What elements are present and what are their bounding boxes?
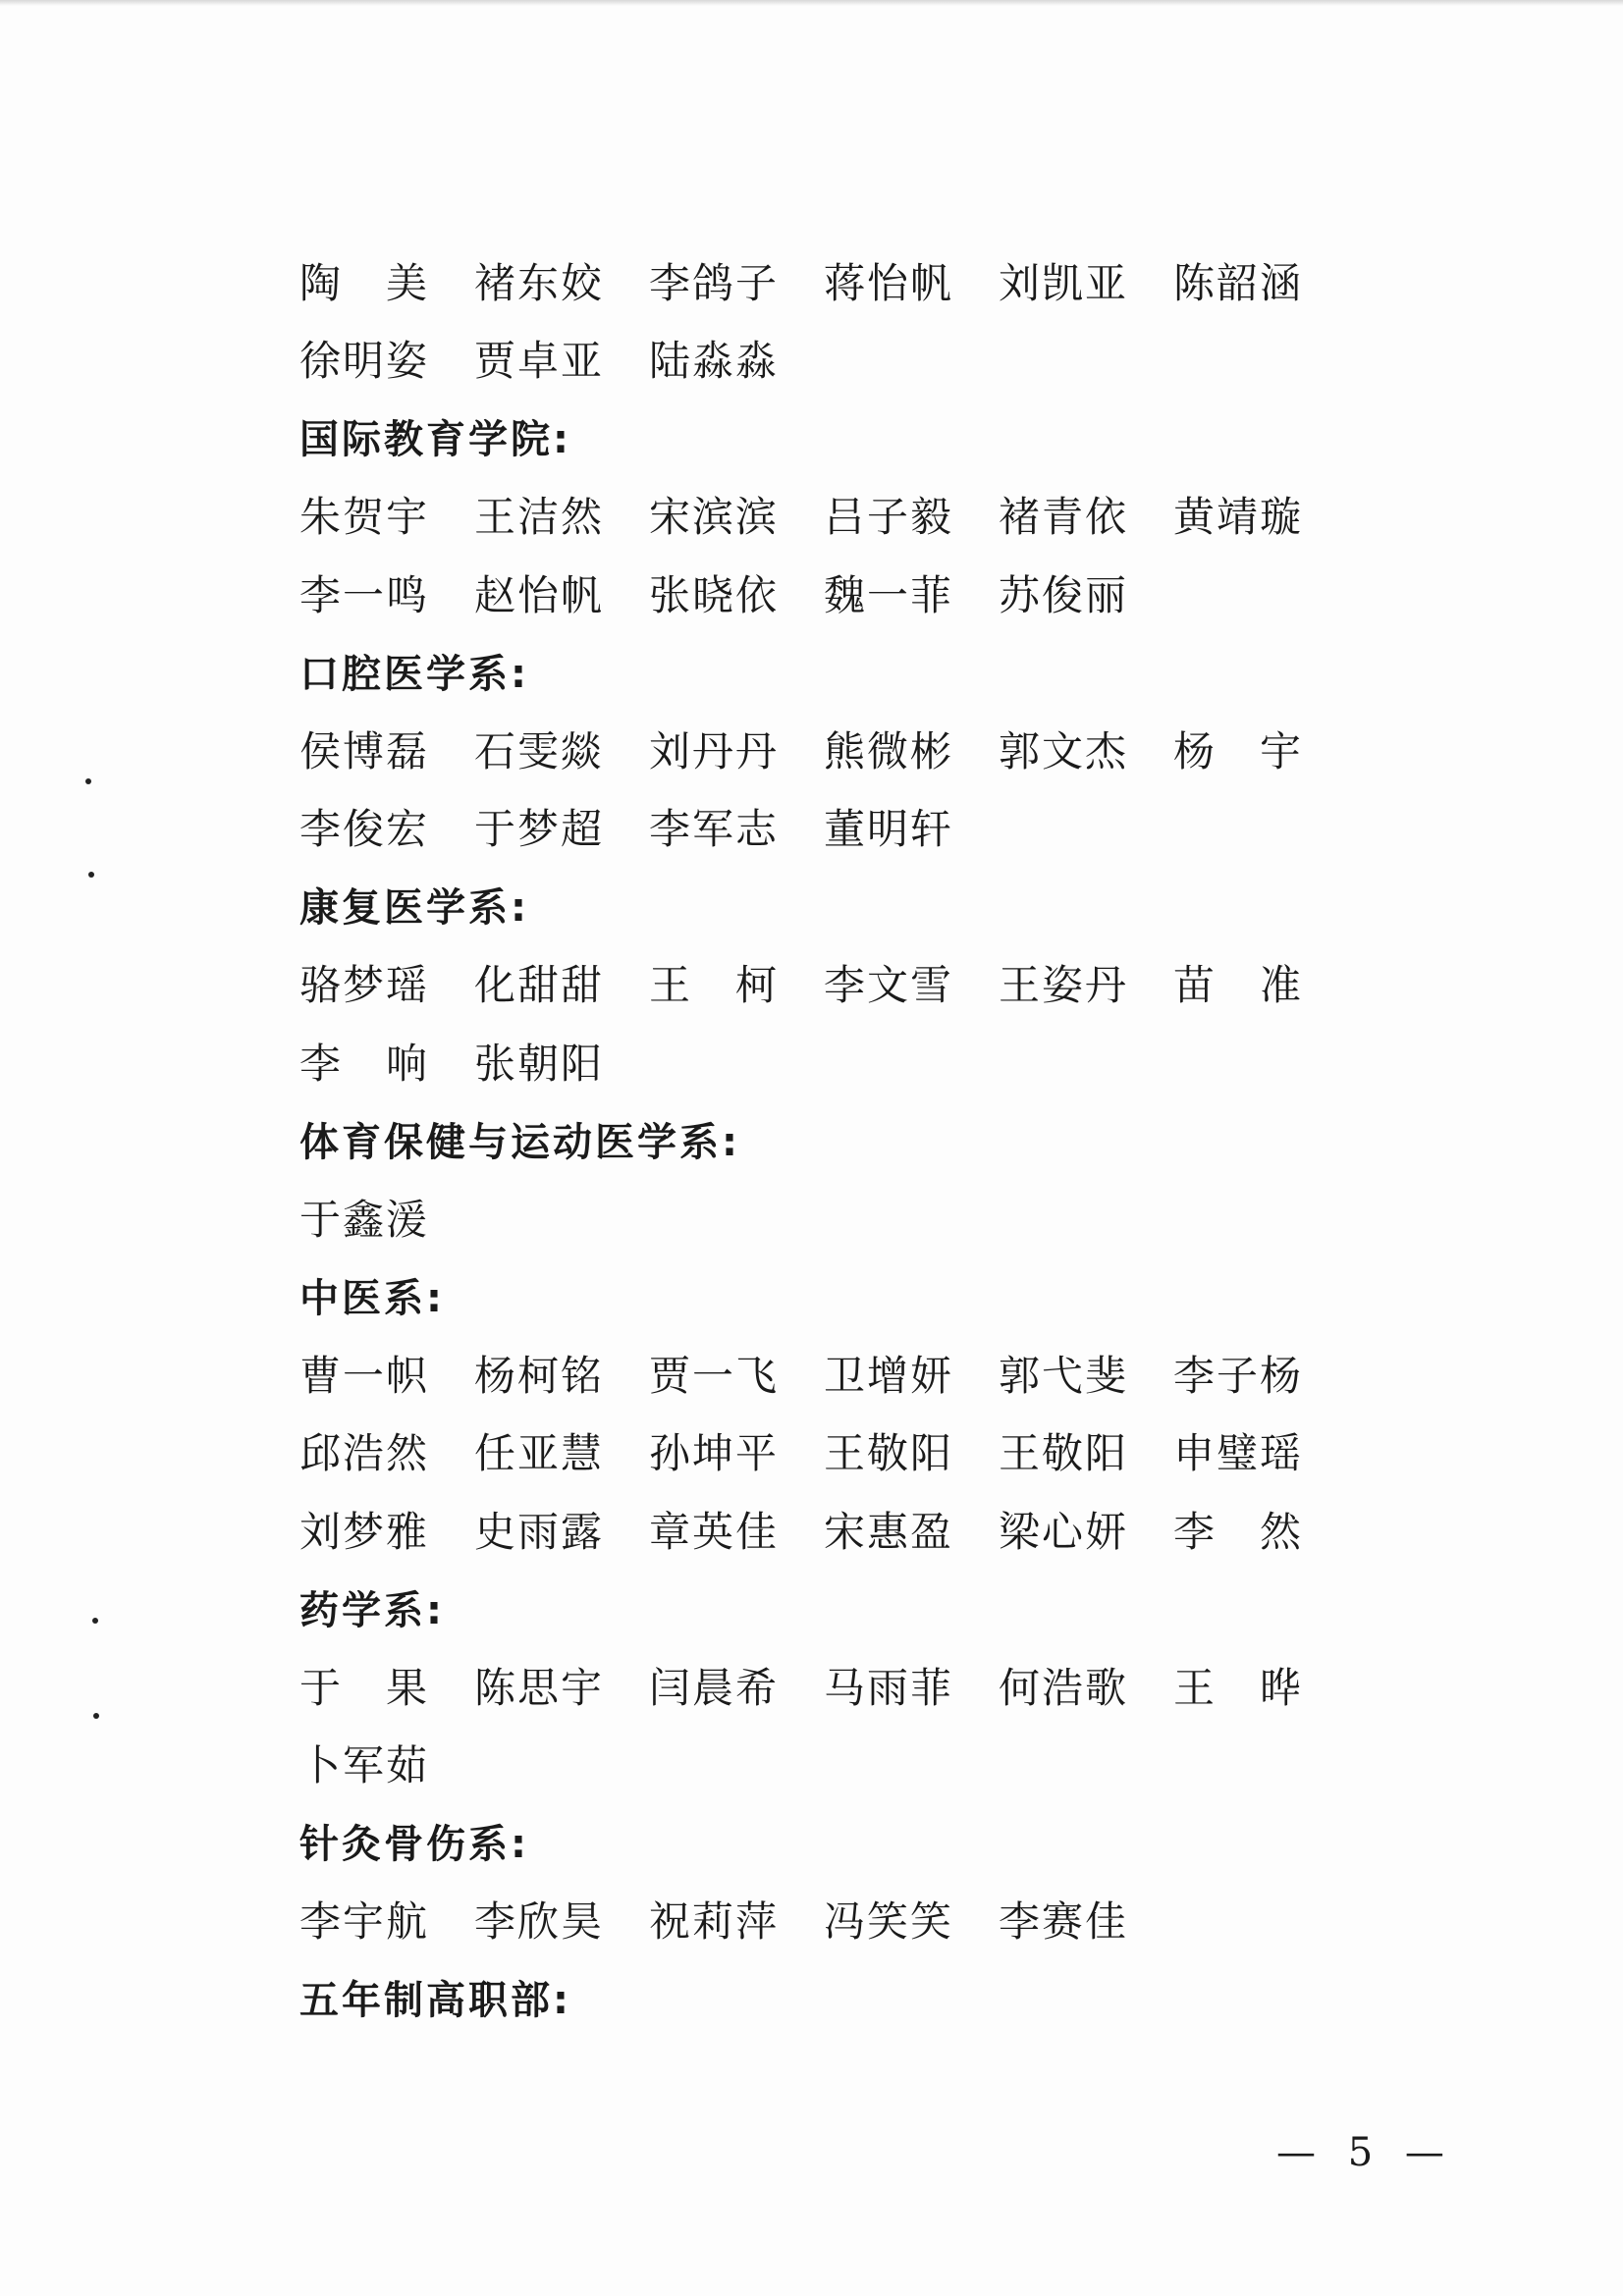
person-name: 张朝阳 <box>474 1039 605 1088</box>
person-name: 卫增妍 <box>824 1351 954 1400</box>
name-row <box>299 320 1330 399</box>
person-name: 孙坤平 <box>649 1429 780 1478</box>
person-name: 董明轩 <box>824 805 954 854</box>
section-heading: 五年制高职部: <box>299 1978 571 2024</box>
scan-speck <box>85 778 91 784</box>
scan-top-edge <box>0 0 1623 6</box>
person-name: 苗 准 <box>1173 961 1304 1010</box>
person-name: 王 晔 <box>1173 1663 1304 1712</box>
person-name: 于梦超 <box>474 805 605 854</box>
person-name: 曹一帜 <box>299 1351 430 1400</box>
name-row <box>299 1178 1330 1256</box>
person-name: 宋滨滨 <box>649 493 780 542</box>
person-name: 郭弋斐 <box>999 1351 1129 1400</box>
section-heading: 国际教育学院: <box>299 417 571 463</box>
name-row <box>299 1881 1330 1959</box>
person-name: 熊微彬 <box>824 726 954 775</box>
scan-speck <box>92 1618 98 1624</box>
person-name: 杨柯铭 <box>474 1351 605 1400</box>
name-list <box>299 241 1330 2037</box>
name-row <box>299 1646 1330 1725</box>
name-row <box>299 1022 1330 1100</box>
person-name: 李 响 <box>299 1039 430 1088</box>
person-name: 化甜甜 <box>474 961 605 1010</box>
scan-speck <box>93 1713 99 1719</box>
section-heading: 体育保健与运动医学系: <box>299 1119 740 1165</box>
person-name: 王敬阳 <box>824 1429 954 1478</box>
person-name: 刘丹丹 <box>649 726 780 775</box>
person-name: 骆梦瑶 <box>299 961 430 1010</box>
name-row <box>299 1413 1330 1491</box>
person-name: 吕子毅 <box>824 493 954 542</box>
section-heading: 中医系: <box>299 1275 445 1321</box>
person-name: 褚东姣 <box>474 258 605 307</box>
name-row <box>299 1725 1330 1803</box>
person-name: 马雨菲 <box>824 1663 954 1712</box>
person-name: 李 然 <box>1173 1507 1304 1556</box>
person-name: 闫晨希 <box>649 1663 780 1712</box>
person-name: 黄靖璇 <box>1173 493 1304 542</box>
name-row <box>299 944 1330 1023</box>
section-heading: 口腔医学系: <box>299 651 529 697</box>
person-name: 史雨露 <box>474 1507 605 1556</box>
person-name: 章英佳 <box>649 1507 780 1556</box>
section-heading: 康复医学系: <box>299 885 529 932</box>
person-name: 王敬阳 <box>999 1429 1129 1478</box>
section-heading: 针灸骨伤系: <box>299 1822 529 1868</box>
person-name: 蒋怡帆 <box>824 258 954 307</box>
person-name: 李鸽子 <box>649 258 780 307</box>
person-name: 石雯燚 <box>474 726 605 775</box>
name-row <box>299 476 1330 555</box>
person-name: 梁心妍 <box>999 1507 1129 1556</box>
person-name: 贾卓亚 <box>474 337 605 386</box>
person-name: 赵怡帆 <box>474 570 605 619</box>
person-name: 王洁然 <box>474 493 605 542</box>
name-row <box>299 1334 1330 1413</box>
person-name: 卜军茹 <box>299 1741 430 1790</box>
scan-speck <box>88 872 94 878</box>
person-name: 李文雪 <box>824 961 954 1010</box>
name-row <box>299 554 1330 632</box>
person-name: 李欣昊 <box>474 1897 605 1947</box>
page-number: — 5 — <box>1276 2130 1454 2175</box>
person-name: 申璧瑶 <box>1173 1429 1304 1478</box>
person-name: 李子杨 <box>1173 1351 1304 1400</box>
person-name: 陆淼淼 <box>649 337 780 386</box>
name-row <box>299 710 1330 788</box>
person-name: 任亚慧 <box>474 1429 605 1478</box>
person-name: 何浩歌 <box>999 1663 1129 1712</box>
person-name: 邱浩然 <box>299 1429 430 1478</box>
person-name: 贾一飞 <box>649 1351 780 1400</box>
person-name: 褚青依 <box>999 493 1129 542</box>
person-name: 陈思宇 <box>474 1663 605 1712</box>
person-name: 苏俊丽 <box>999 570 1129 619</box>
person-name: 侯博磊 <box>299 726 430 775</box>
person-name: 李宇航 <box>299 1897 430 1947</box>
section-heading: 药学系: <box>299 1587 445 1633</box>
person-name: 刘梦雅 <box>299 1507 430 1556</box>
person-name: 冯笑笑 <box>824 1897 954 1947</box>
name-row <box>299 788 1330 867</box>
person-name: 王姿丹 <box>999 961 1129 1010</box>
person-name: 李赛佳 <box>999 1897 1129 1947</box>
person-name: 张晓依 <box>649 570 780 619</box>
person-name: 陈韶涵 <box>1173 258 1304 307</box>
person-name: 王 柯 <box>649 961 780 1010</box>
person-name: 于鑫湲 <box>299 1195 430 1244</box>
name-row <box>299 241 1330 320</box>
person-name: 宋惠盈 <box>824 1507 954 1556</box>
person-name: 李军志 <box>649 805 780 854</box>
person-name: 于 果 <box>299 1663 430 1712</box>
person-name: 祝莉萍 <box>649 1897 780 1947</box>
person-name: 朱贺宇 <box>299 493 430 542</box>
name-row <box>299 1490 1330 1569</box>
person-name: 李俊宏 <box>299 805 430 854</box>
person-name: 杨 宇 <box>1173 726 1304 775</box>
person-name: 郭文杰 <box>999 726 1129 775</box>
person-name: 魏一菲 <box>824 570 954 619</box>
person-name: 陶 美 <box>299 258 430 307</box>
person-name: 徐明姿 <box>299 337 430 386</box>
person-name: 刘凯亚 <box>999 258 1129 307</box>
person-name: 李一鸣 <box>299 570 430 619</box>
